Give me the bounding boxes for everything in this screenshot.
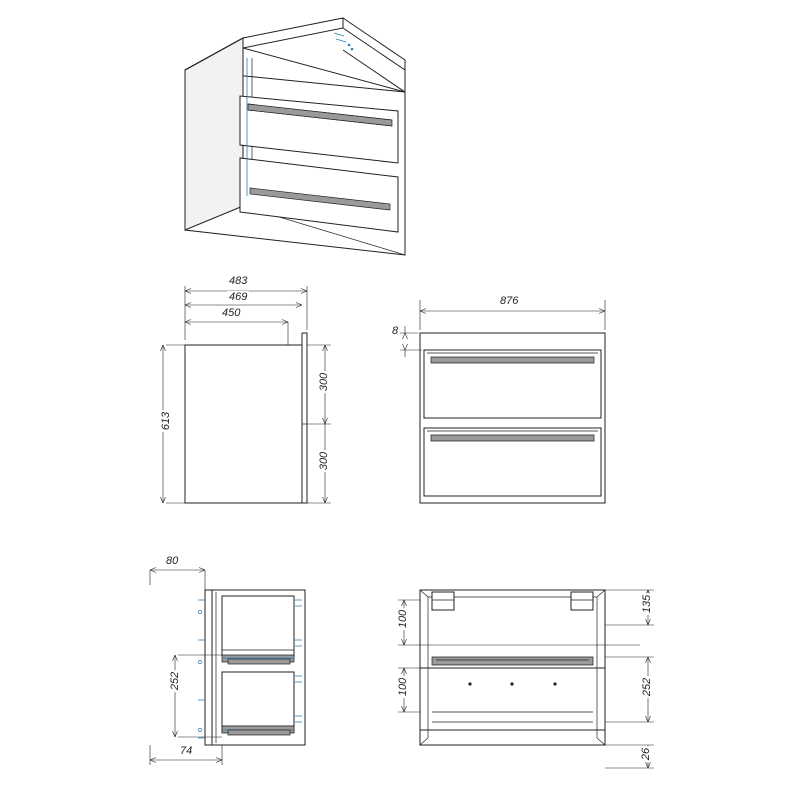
dim-100-lower-label: 100 bbox=[397, 677, 410, 697]
dim-8 bbox=[400, 326, 422, 357]
dim-74-label: 74 bbox=[180, 745, 193, 757]
dim-300-upper-label: 300 bbox=[318, 372, 331, 392]
dim-483-label: 483 bbox=[229, 275, 248, 287]
dim-74 bbox=[150, 745, 222, 765]
dim-300-lower-label: 300 bbox=[318, 451, 331, 471]
dim-8-label: 8 bbox=[392, 325, 399, 337]
dim-135-label: 135 bbox=[641, 594, 654, 614]
dim-26 bbox=[605, 745, 654, 768]
dim-483 bbox=[185, 286, 307, 340]
dim-252-front bbox=[605, 657, 654, 722]
dim-469-label: 469 bbox=[229, 291, 248, 303]
dim-450 bbox=[185, 320, 288, 346]
dim-100-upper-label: 100 bbox=[397, 609, 410, 629]
front-section-view bbox=[398, 590, 654, 768]
dim-252-front-label: 252 bbox=[641, 677, 654, 697]
dim-100-lower bbox=[398, 668, 420, 712]
dim-80 bbox=[150, 568, 205, 591]
dim-876 bbox=[420, 300, 605, 330]
isometric-view bbox=[185, 18, 405, 255]
side-elevation-view bbox=[161, 286, 332, 503]
side-section-view bbox=[150, 568, 305, 766]
dim-26-label: 26 bbox=[640, 747, 653, 761]
dim-135 bbox=[605, 590, 654, 625]
front-elevation-view bbox=[400, 300, 605, 503]
dim-613 bbox=[161, 345, 186, 503]
dim-876-label: 876 bbox=[500, 295, 519, 307]
dim-300-lower bbox=[307, 424, 331, 503]
dim-300-upper bbox=[307, 345, 331, 424]
dim-80-label: 80 bbox=[166, 555, 179, 567]
dim-613-label: 613 bbox=[160, 411, 173, 431]
dim-450-label: 450 bbox=[222, 307, 241, 319]
dim-252-side-label: 252 bbox=[169, 671, 182, 691]
dim-469 bbox=[185, 303, 302, 308]
